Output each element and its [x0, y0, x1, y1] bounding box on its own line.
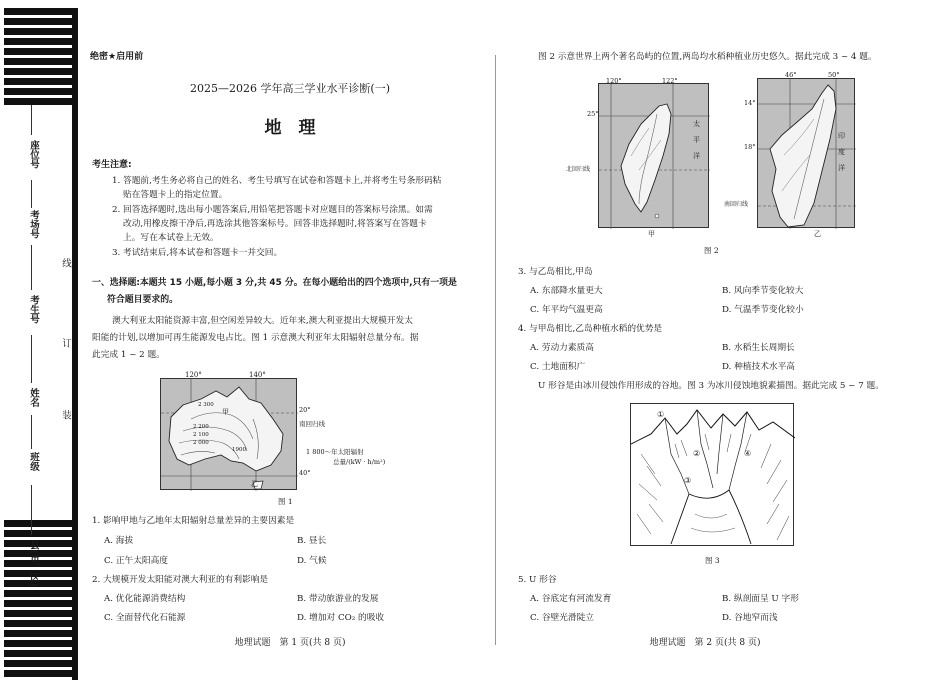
notice-line: 1. 答题前,考生务必将自己的姓名、考生号填写在试卷和答题卡上,并将考生号条形码粘 [112, 176, 442, 186]
legend-line-1: 1 800～年太阳辐射 [306, 448, 364, 456]
figure-2-caption: 图 2 [704, 246, 719, 255]
question-5: 5. U 形谷 [518, 575, 557, 585]
figure-3-sketch [630, 403, 794, 546]
q3-option-d: D. 气温季节变化较小 [722, 305, 804, 315]
isoline-label: 2 200 [193, 424, 209, 430]
confidential-mark: 绝密★启用前 [90, 52, 144, 62]
question-3: 3. 与乙岛相比,甲岛 [518, 267, 593, 277]
notice-line: 改动,用橡皮擦干净后,再选涂其他答案标号。回答非选择题时,将答案写在答题卡 [123, 219, 427, 229]
figure-1-caption: 图 1 [278, 497, 293, 506]
fill-line [31, 415, 32, 449]
q1-option-b: B. 昼长 [297, 536, 327, 546]
notice-title: 考生注意: [92, 160, 132, 170]
figure-1-map [160, 378, 297, 490]
passage-line: 澳大利亚太阳能资源丰富,但空闲差异较大。近年来,澳大利亚提出大规模开发太 [112, 316, 413, 326]
page-footer-right: 地理试题 第 2 页(共 8 页) [649, 638, 761, 648]
marker-2: ② [693, 449, 701, 458]
q1-option-c: C. 正午太阳高度 [104, 556, 168, 566]
question-2: 2. 大规模开发太阳能对澳大利亚的有利影响是 [92, 575, 269, 585]
pacific-label: 太 [693, 120, 700, 128]
passage-line: U 形谷是由冰川侵蚀作用形成的谷地。图 3 为冰川侵蚀地貌素描图。据此完成 5 ~ 7 题。 [538, 381, 884, 391]
pacific-label: 洋 [693, 152, 700, 160]
passage-line: 图 2 示意世界上两个著名岛屿的位置,两岛均水稻种植业历史悠久。据此完成 3 ~ 4 题。 [538, 52, 877, 62]
indian-ocean-label: 洋 [838, 164, 845, 172]
indian-ocean-label: 度 [838, 148, 845, 156]
notice-line: 贴在答题卡上的指定位置。 [123, 190, 228, 200]
subject-title: 地 理 [264, 118, 316, 138]
lon-120-label: 120° [606, 77, 622, 85]
isoline-label: 2 000 [193, 440, 209, 446]
candidate-number-label: 考生号 [28, 295, 39, 324]
q3-option-b: B. 风向季节变化较大 [722, 286, 804, 296]
marker-1: ① [657, 410, 665, 419]
exam-title: 2025—2026 学年高三学业水平诊断(一) [189, 82, 391, 95]
lat-20-label: 20° [299, 406, 311, 414]
q2-option-c: C. 全面替代化石能源 [104, 613, 186, 623]
fill-line [31, 105, 32, 135]
q3-option-c: C. 年平均气温更高 [530, 305, 603, 315]
q5-option-c: C. 谷壁光滑陡立 [530, 613, 594, 623]
lon-46-label: 46° [785, 71, 797, 79]
barcode-strip-bottom [4, 520, 76, 680]
lon-120-label: 120° [185, 371, 202, 379]
fill-line [31, 180, 32, 208]
location-jia: 甲 [222, 408, 229, 416]
q2-option-d: D. 增加对 CO₂ 的吸收 [297, 613, 385, 623]
glacial-valley-sketch [631, 404, 795, 547]
notice-line: 2. 回答选择题时,选出每小题答案后,用铅笔把答题卡对应题目的答案标号涂黑。如需 [112, 205, 433, 215]
lat-18-label: 18° [744, 143, 756, 151]
barcode-strip [4, 8, 76, 108]
tropic-north-label: 北回归线 [566, 166, 591, 173]
tropic-south-label: 南回归线 [724, 201, 749, 208]
indian-ocean-label: 印 [838, 132, 845, 140]
legend-line-2: 总量/(kW · h/m²) [333, 458, 386, 466]
county-label: 县(市、区) [28, 540, 39, 587]
fill-line [31, 335, 32, 383]
exam-room-label: 考场号 [28, 210, 39, 239]
marker-4: ④ [744, 449, 752, 458]
island-yi-label: 乙 [814, 230, 821, 238]
q5-option-a: A. 谷底定有河流发育 [530, 594, 612, 604]
cut-mark-line: 线 [60, 258, 71, 268]
section-title: 一、选择题:本题共 15 小题,每小题 3 分,共 45 分。在每小题给出的四个选项中,只有一项是 [92, 278, 457, 288]
q4-option-c: C. 土地面积广 [530, 362, 586, 372]
page-divider [495, 55, 496, 645]
q5-option-b: B. 纵剖面呈 U 字形 [722, 594, 799, 604]
isoline-label: 1900 [232, 447, 246, 453]
island-jia-label: 甲 [648, 230, 655, 238]
q5-option-d: D. 谷地窄而浅 [722, 613, 778, 623]
lon-122-label: 122° [662, 77, 678, 85]
notice-line: 上。写在本试卷上无效。 [123, 233, 219, 243]
fill-line [31, 245, 32, 290]
section-title-cont: 符合题目要求的。 [107, 295, 178, 305]
class-label: 班级 [28, 452, 39, 471]
tropic-label: 南回归线 [299, 420, 325, 428]
passage-line: 阳能的计划,以增加可再生能源发电占比。图 1 示意澳大利亚年太阳辐射总量分布。据 [92, 333, 419, 343]
lon-50-label: 50° [828, 71, 840, 79]
fill-line [31, 485, 32, 535]
q3-option-a: A. 东部降水量更大 [530, 286, 603, 296]
binding-edge [72, 8, 78, 680]
notice-line: 3. 考试结束后,将本试卷和答题卡一并交回。 [112, 248, 283, 258]
lat-25-label: 25° [587, 110, 599, 118]
q4-option-b: B. 水稻生长周期长 [722, 343, 795, 353]
pacific-label: 平 [693, 136, 700, 144]
q1-option-a: A. 海拔 [104, 536, 134, 546]
australia-map [161, 379, 298, 491]
seat-number-label: 座位号 [28, 140, 39, 169]
q2-option-a: A. 优化能源消费结构 [104, 594, 186, 604]
lon-140-label: 140° [249, 371, 266, 379]
question-1: 1. 影响甲地与乙地年太阳辐射总量差异的主要因素是 [92, 516, 295, 526]
question-4: 4. 与甲岛相比,乙岛种植水稻的优势是 [518, 324, 663, 334]
page-footer-left: 地理试题 第 1 页(共 8 页) [234, 638, 346, 648]
q4-option-d: D. 种植技术水平高 [722, 362, 795, 372]
cut-mark-bind: 装 [60, 410, 71, 420]
name-label: 姓名 [28, 388, 39, 407]
isoline-label: 2 300 [198, 402, 214, 408]
lat-40-label: 40° [299, 469, 311, 477]
q2-option-b: B. 带动旅游业的发展 [297, 594, 379, 604]
q1-option-d: D. 气候 [297, 556, 327, 566]
figure-3-caption: 图 3 [705, 556, 720, 565]
location-yi: 乙 [251, 480, 258, 488]
marker-3: ③ [684, 476, 692, 485]
isoline-label: 2 100 [193, 432, 209, 438]
q4-option-a: A. 劳动力素质高 [530, 343, 594, 353]
cut-mark-staple: 订 [60, 338, 71, 348]
passage-line: 此完成 1 ~ 2 题。 [92, 350, 165, 360]
lat-14-label: 14° [744, 99, 756, 107]
